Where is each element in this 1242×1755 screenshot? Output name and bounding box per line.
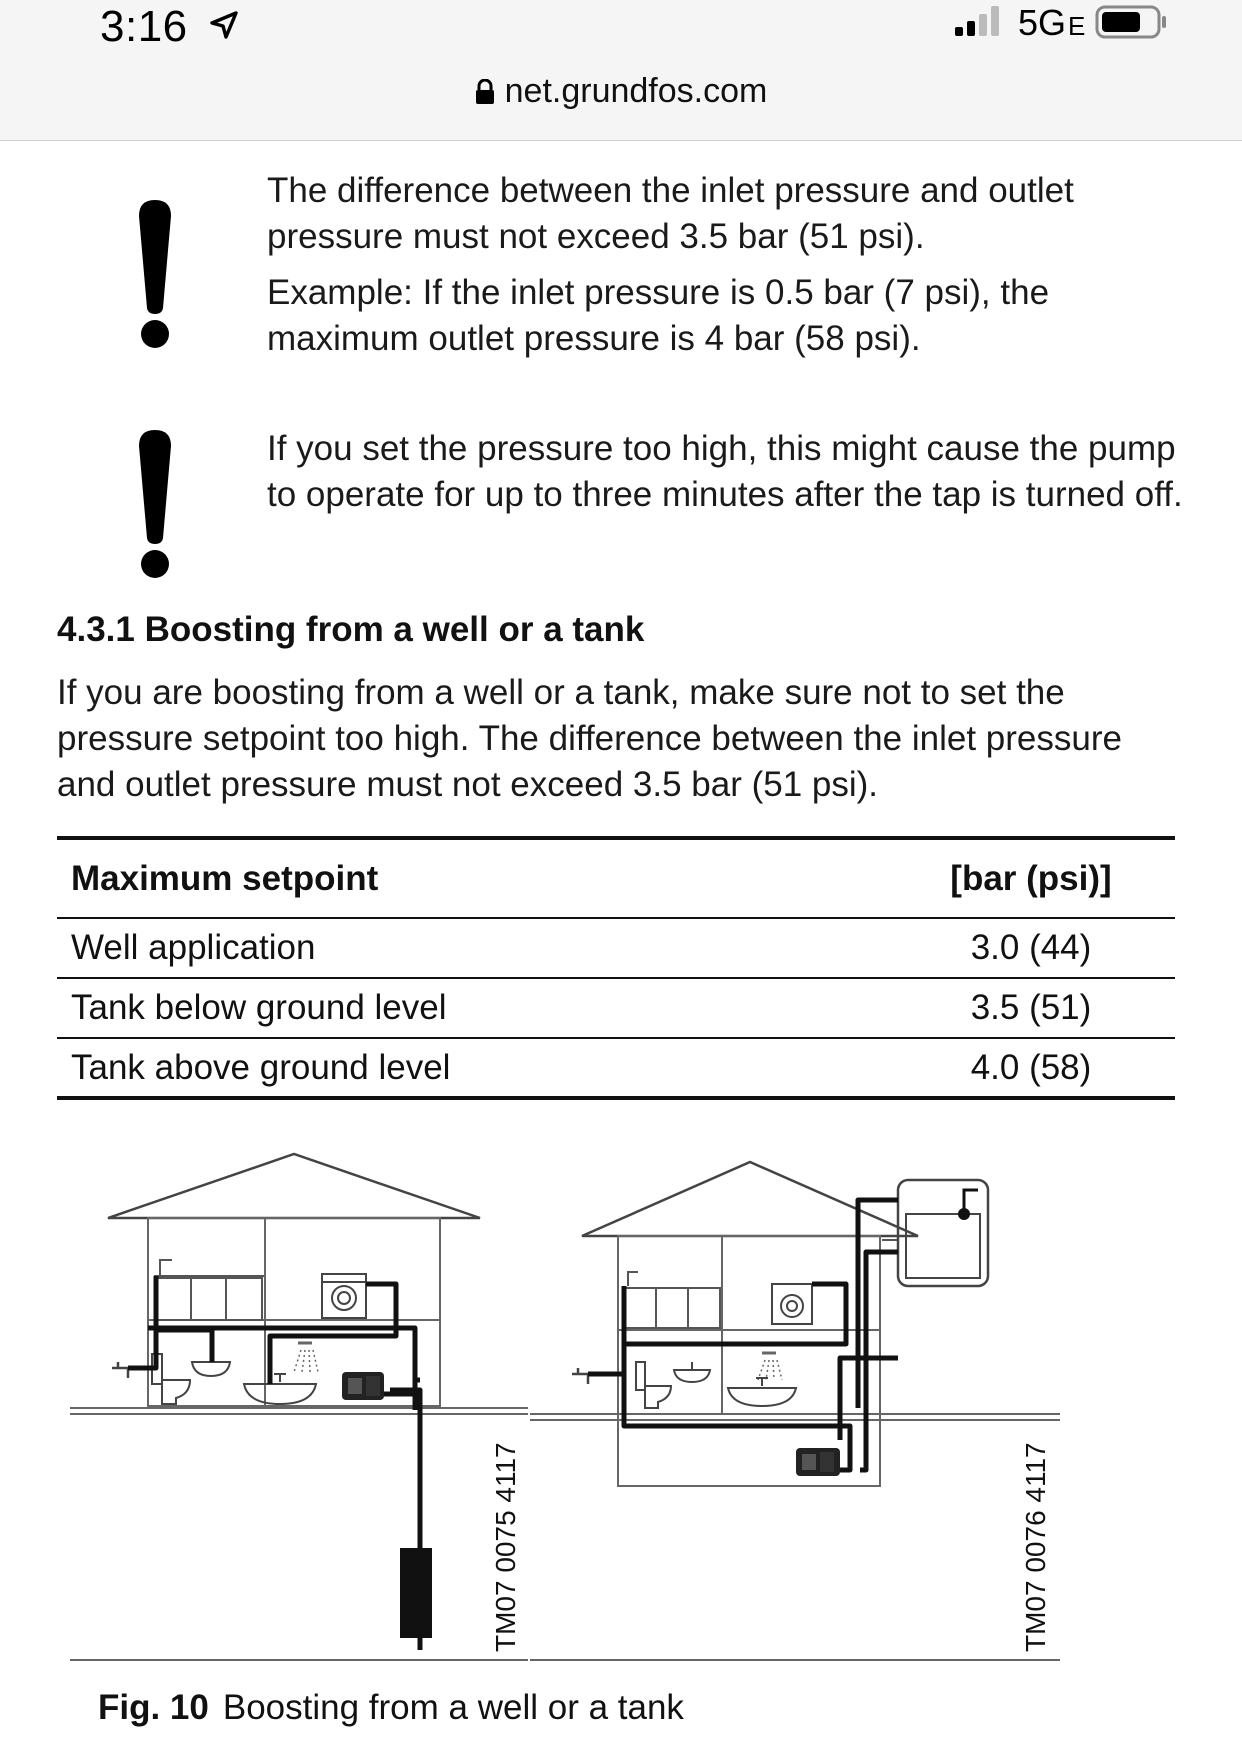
sink-icon	[674, 1362, 710, 1382]
house-tank-diagram	[530, 1162, 1060, 1660]
bathtub-icon	[728, 1378, 796, 1406]
table-cell: 3.0 (44)	[970, 928, 1092, 967]
figure-caption	[98, 1688, 684, 1728]
warning-paragraph: If you set the pressure too high, this might cause the pump to operate for up to three minutes after the tap is turned off.	[267, 429, 1183, 514]
table-cell: 4.0 (58)	[970, 1047, 1092, 1087]
warning-paragraph: The difference between the inlet pressure and outlet pressure must not exceed 3.5 bar (51 psi).	[267, 171, 1074, 256]
warning-1-text	[267, 168, 1197, 372]
location-arrow-icon	[209, 10, 239, 40]
status-time: 3:16	[100, 2, 188, 51]
address-bar[interactable]	[0, 72, 1242, 111]
toilet-icon	[636, 1362, 671, 1408]
table-row	[57, 918, 1175, 978]
pump-icon	[342, 1372, 384, 1400]
well-pump-icon	[400, 1548, 432, 1638]
boosting-illustration	[60, 1140, 1190, 1670]
bathtub-icon	[244, 1374, 316, 1404]
kitchen-cabinet-icon	[624, 1272, 720, 1328]
pump-icon	[796, 1448, 840, 1476]
figure-caption-text: Boosting from a well or a tank	[222, 1688, 684, 1727]
warning-2-text	[267, 426, 1197, 528]
shower-icon	[294, 1343, 318, 1372]
table-header-row	[57, 838, 1175, 918]
kitchen-cabinet-icon	[154, 1260, 264, 1320]
section-heading: 4.3.1 Boosting from a well or a tank	[57, 610, 645, 649]
column-header: [bar (psi)]	[950, 858, 1112, 898]
shower-icon	[758, 1353, 782, 1380]
table-cell: Tank above ground level	[71, 1047, 451, 1087]
battery-icon	[1095, 4, 1169, 40]
warning-paragraph: Example: If the inlet pressure is 0.5 bar (7 psi), the maximum outlet pressure is 4 bar (58 psi).	[267, 273, 1050, 358]
table-cell: 3.5 (51)	[970, 988, 1092, 1027]
table-row	[57, 978, 1175, 1038]
network-indicator: 5GE	[1018, 2, 1086, 43]
house-well-diagram	[70, 1154, 528, 1660]
figure-code-right: TM07 0076 4117	[1020, 1442, 1051, 1652]
tap-icon	[572, 1368, 588, 1384]
lock-icon	[475, 79, 495, 105]
exclamation-icon	[130, 428, 180, 580]
setpoint-table	[57, 836, 1175, 1100]
exclamation-icon	[130, 198, 180, 350]
column-header: Maximum setpoint	[71, 858, 379, 898]
url-text: net.grundfos.com	[504, 72, 768, 110]
signal-strength-icon	[955, 6, 1007, 36]
section-body: If you are boosting from a well or a tank, make sure not to set the pressure setpoint too high. The difference between the inlet pressure and outlet pressure must not exceed 3.5 bar (51 psi).	[57, 673, 1122, 804]
table-cell: Well application	[71, 928, 316, 967]
washing-machine-icon	[322, 1274, 366, 1318]
figure-number: Fig. 10	[98, 1688, 209, 1727]
washing-machine-icon	[772, 1284, 812, 1324]
browser-chrome	[0, 0, 1242, 141]
table-row	[57, 1038, 1175, 1098]
table-cell: Tank below ground level	[71, 988, 447, 1027]
figure-code-left: TM07 0075 4117	[490, 1442, 521, 1652]
tap-icon	[112, 1362, 128, 1378]
